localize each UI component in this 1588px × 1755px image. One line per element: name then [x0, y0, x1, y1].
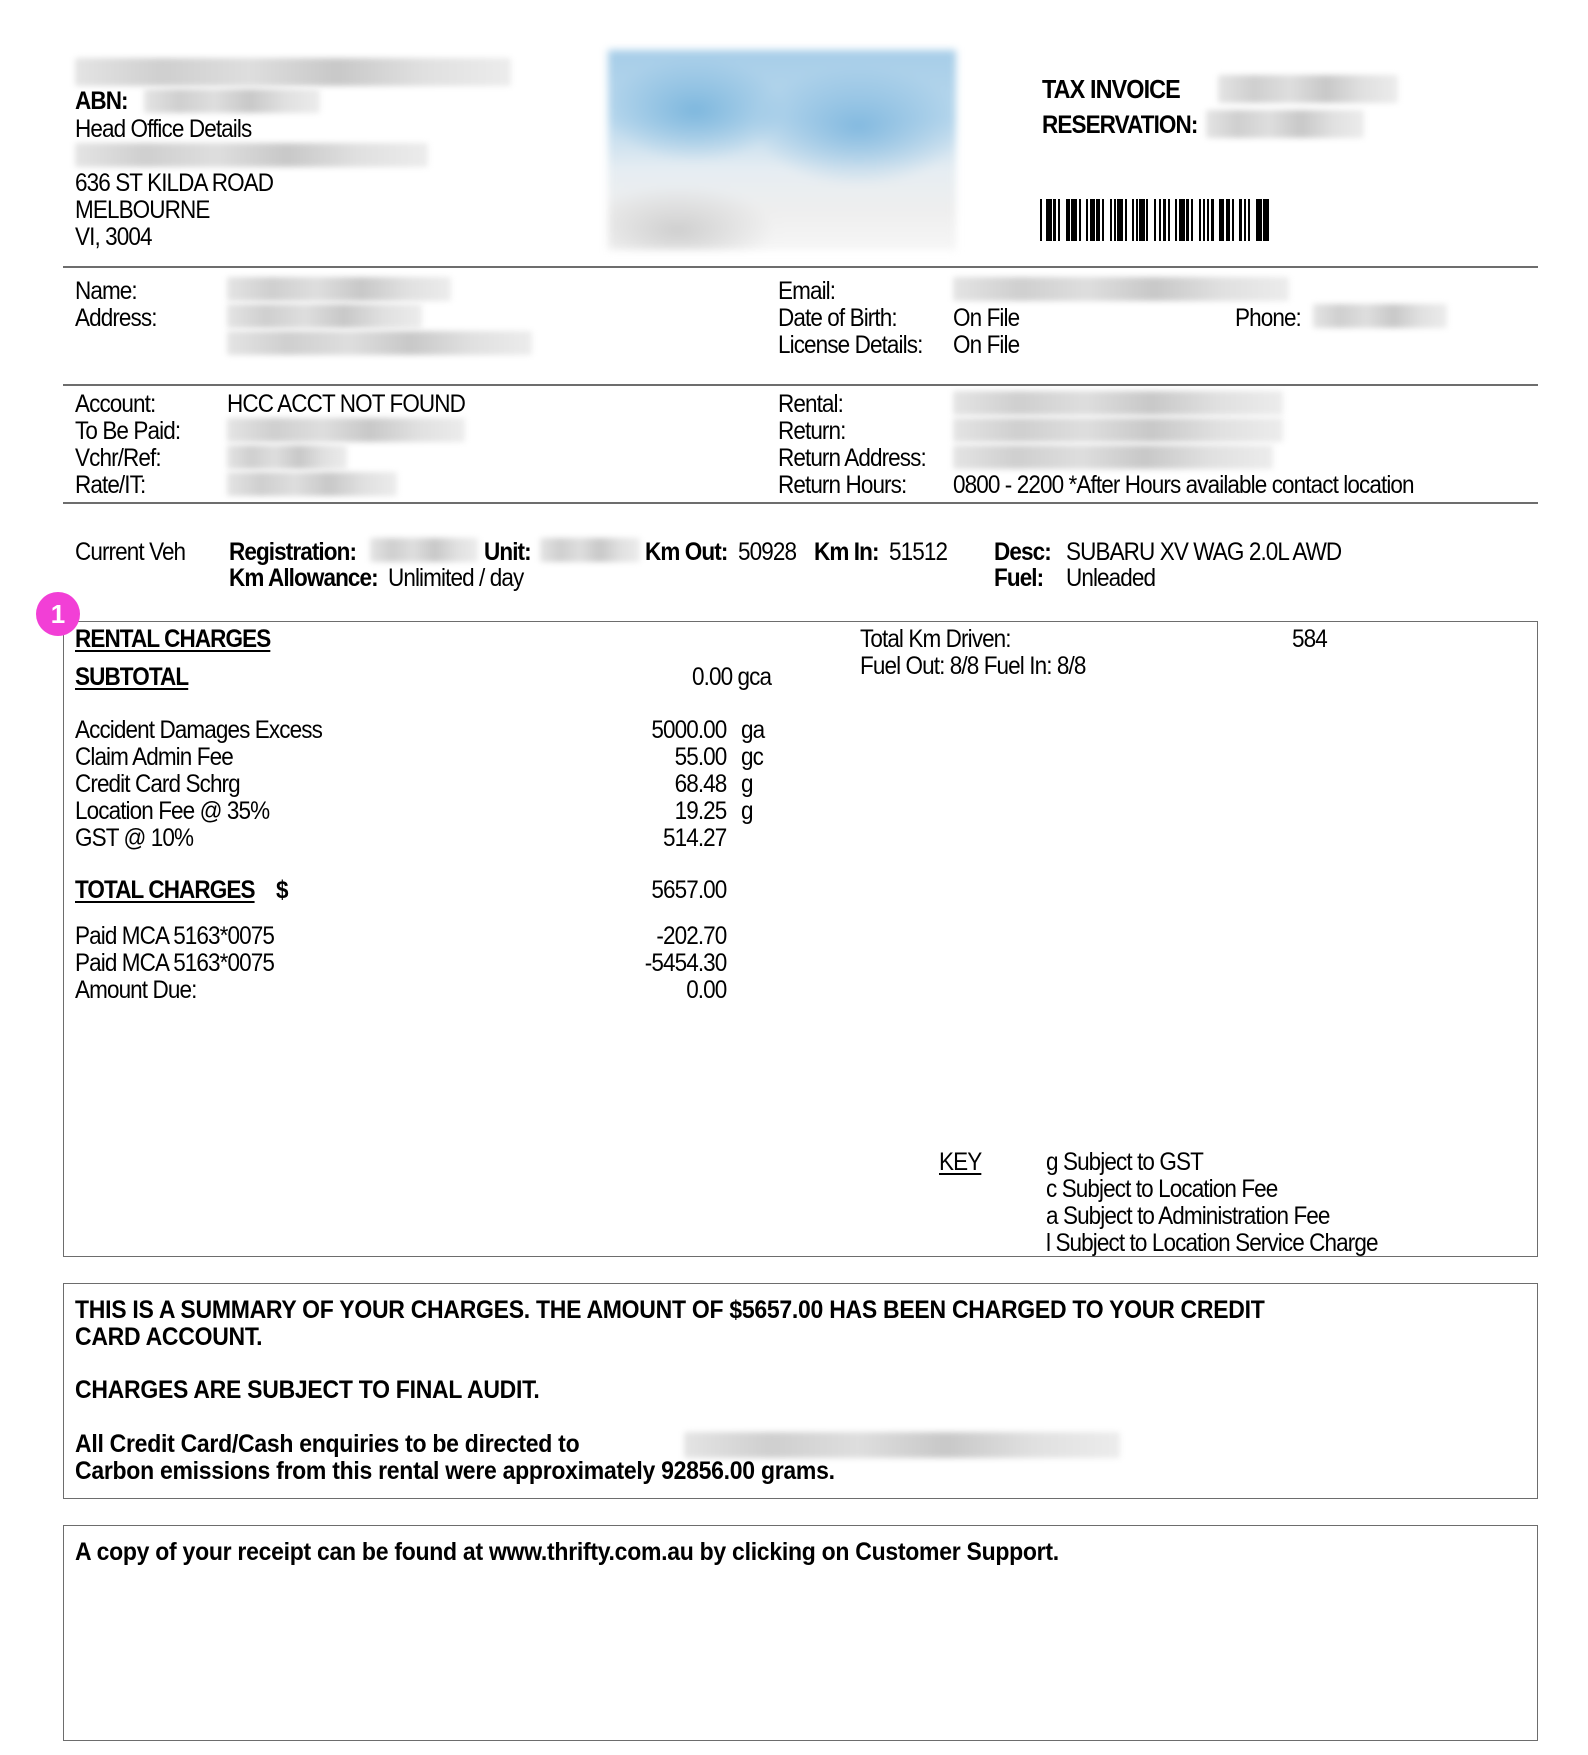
- address-label: Address:: [75, 304, 157, 332]
- vchr-ref-redacted: [227, 445, 347, 469]
- license-label: License Details:: [778, 331, 923, 359]
- line-item-code: g: [741, 770, 753, 798]
- rate-label: Rate/IT:: [75, 471, 146, 499]
- name-label: Name:: [75, 277, 137, 305]
- rental-label: Rental:: [778, 390, 843, 418]
- divider-header: [63, 266, 1538, 268]
- line-item-label: Credit Card Schrg: [75, 770, 240, 798]
- subtotal-value: 0.00 gca: [692, 663, 772, 691]
- subtotal-label: SUBTOTAL: [75, 663, 189, 691]
- unit-label: Unit:: [484, 538, 531, 566]
- key-label: KEY: [939, 1148, 982, 1176]
- registration-label: Registration:: [229, 538, 357, 566]
- registration-redacted: [370, 538, 478, 562]
- line-item-code: ga: [741, 716, 765, 744]
- line-item-amount: 19.25: [674, 797, 727, 825]
- km-in-label: Km In:: [814, 538, 879, 566]
- return-address-label: Return Address:: [778, 444, 926, 472]
- line-item-label: Claim Admin Fee: [75, 743, 233, 771]
- carbon-emissions-notice: Carbon emissions from this rental were approximately 92856.00 grams.: [75, 1457, 835, 1485]
- desc-value: SUBARU XV WAG 2.0L AWD: [1066, 538, 1342, 566]
- company-name-redacted: [75, 58, 511, 86]
- name-value-redacted: [227, 277, 451, 301]
- current-veh-label: Current Veh: [75, 538, 186, 566]
- km-out-value: 50928: [738, 538, 797, 566]
- enquiries-contact-redacted: [684, 1432, 1120, 1458]
- payment-amount: -202.70: [656, 922, 727, 950]
- abn-value-redacted: [144, 89, 320, 113]
- payment-amount: -5454.30: [644, 949, 727, 977]
- rental-charges-title: RENTAL CHARGES: [75, 625, 271, 653]
- rental-redacted: [953, 391, 1283, 415]
- km-allowance-value: Unlimited / day: [388, 564, 524, 592]
- return-hours-value: 0800 - 2200 *After Hours available contact location: [953, 471, 1414, 499]
- km-out-label: Km Out:: [645, 538, 728, 566]
- key-item: l Subject to Location Service Charge: [1046, 1229, 1378, 1257]
- payment-label: Paid MCA 5163*0075: [75, 949, 274, 977]
- divider-account: [63, 502, 1538, 504]
- return-address-redacted: [953, 445, 1273, 469]
- account-value: HCC ACCT NOT FOUND: [227, 390, 465, 418]
- desc-label: Desc:: [994, 538, 1051, 566]
- km-allowance-label: Km Allowance:: [229, 564, 378, 592]
- km-in-value: 51512: [889, 538, 948, 566]
- payment-label: Paid MCA 5163*0075: [75, 922, 274, 950]
- amount-due-label: Amount Due:: [75, 976, 197, 1004]
- line-item-code: g: [741, 797, 753, 825]
- receipt-notice: A copy of your receipt can be found at www.thrifty.com.au by clicking on Customer Support.: [75, 1538, 1059, 1566]
- invoice-number-redacted: [1218, 75, 1398, 103]
- return-redacted: [953, 418, 1283, 442]
- line-item-amount: 514.27: [662, 824, 727, 852]
- company-logo: [608, 50, 956, 250]
- enquiries-notice: All Credit Card/Cash enquiries to be directed to: [75, 1430, 580, 1458]
- fuel-value: Unleaded: [1066, 564, 1156, 592]
- address-line-1: 636 ST KILDA ROAD: [75, 169, 274, 197]
- annotation-badge: 1: [36, 592, 80, 636]
- address-line-3: VI, 3004: [75, 223, 152, 251]
- phone-label: Phone:: [1235, 304, 1301, 332]
- return-label: Return:: [778, 417, 846, 445]
- total-charges-label: TOTAL CHARGES: [75, 876, 255, 904]
- reservation-number-redacted: [1206, 110, 1364, 138]
- dob-value: On File: [953, 304, 1020, 332]
- line-item-code: gc: [741, 743, 763, 771]
- license-value: On File: [953, 331, 1020, 359]
- abn-label: ABN:: [75, 87, 128, 115]
- unit-redacted: [540, 538, 640, 562]
- audit-notice: CHARGES ARE SUBJECT TO FINAL AUDIT.: [75, 1376, 540, 1404]
- vchr-ref-label: Vchr/Ref:: [75, 444, 161, 472]
- dob-label: Date of Birth:: [778, 304, 897, 332]
- barcode: [1040, 199, 1370, 241]
- to-be-paid-label: To Be Paid:: [75, 417, 181, 445]
- email-label: Email:: [778, 277, 836, 305]
- address-line-2: MELBOURNE: [75, 196, 210, 224]
- line-item-amount: 68.48: [674, 770, 727, 798]
- address-line2-redacted: [227, 331, 532, 355]
- reservation-label: RESERVATION:: [1042, 111, 1198, 139]
- return-hours-label: Return Hours:: [778, 471, 907, 499]
- email-value-redacted: [953, 277, 1289, 301]
- summary-line-1: THIS IS A SUMMARY OF YOUR CHARGES. THE AMOUNT OF $5657.00 HAS BEEN CHARGED TO YOUR CREDIT: [75, 1296, 1265, 1324]
- line-item-label: Accident Damages Excess: [75, 716, 322, 744]
- line-item-label: GST @ 10%: [75, 824, 194, 852]
- amount-due-value: 0.00: [686, 976, 727, 1004]
- fuel-out-in: Fuel Out: 8/8 Fuel In: 8/8: [860, 652, 1086, 680]
- tax-invoice-label: TAX INVOICE: [1042, 74, 1180, 104]
- divider-customer: [63, 384, 1538, 386]
- line-item-amount: 5000.00: [651, 716, 727, 744]
- total-charges-value: 5657.00: [651, 876, 727, 904]
- phone-value-redacted: [1313, 304, 1447, 328]
- line-item-label: Location Fee @ 35%: [75, 797, 270, 825]
- key-item: a Subject to Administration Fee: [1046, 1202, 1330, 1230]
- key-item: g Subject to GST: [1046, 1148, 1203, 1176]
- address-line1-redacted: [227, 304, 422, 328]
- total-charges-currency: $: [276, 876, 288, 904]
- account-label: Account:: [75, 390, 156, 418]
- key-item: c Subject to Location Fee: [1046, 1175, 1278, 1203]
- line-item-amount: 55.00: [674, 743, 727, 771]
- head-office-label: Head Office Details: [75, 115, 252, 143]
- total-km-value: 584: [1292, 625, 1327, 653]
- head-office-name-redacted: [75, 143, 428, 167]
- summary-line-2: CARD ACCOUNT.: [75, 1323, 263, 1351]
- total-km-label: Total Km Driven:: [860, 625, 1011, 653]
- rate-redacted: [227, 472, 397, 496]
- fuel-label: Fuel:: [994, 564, 1044, 592]
- to-be-paid-redacted: [227, 418, 465, 442]
